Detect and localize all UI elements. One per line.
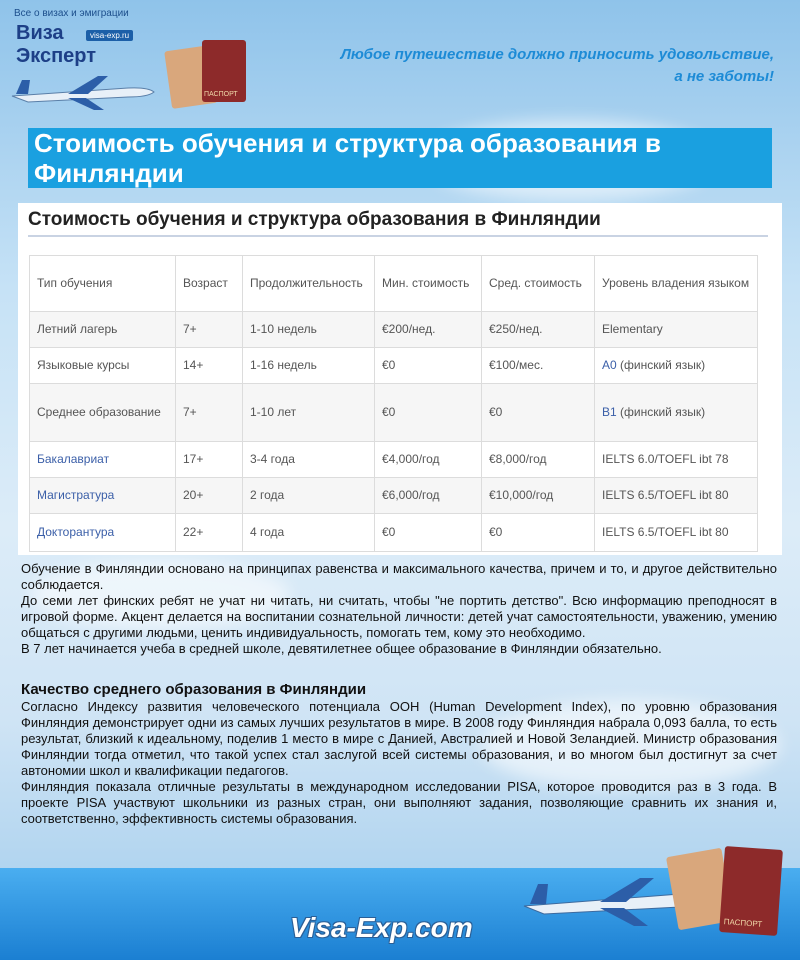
cell-duration: 1-10 недель bbox=[243, 312, 375, 348]
cell-type-link[interactable]: Бакалавриат bbox=[30, 442, 176, 478]
article-paragraph: Обучение в Финляндии основано на принципах равенства и максимального качества, причем и то, и другое действительно соблюдается. bbox=[21, 561, 777, 592]
passport-icon bbox=[719, 846, 783, 936]
cell-min-cost: €0 bbox=[375, 384, 482, 442]
cell-type-link[interactable]: Докторантура bbox=[30, 514, 176, 552]
cell-duration: 2 года bbox=[243, 478, 375, 514]
article-paragraph: Финляндия показала отличные результаты в международном исследовании PISA, которое проводится раз в 3 года. В проекте PISA участвуют школьники из разных стран, они выполняют задания, позволяющие сравнить их знания и, соответственно, эффективность системы образования. bbox=[21, 779, 777, 826]
article-paragraph: Согласно Индексу развития человеческого потенциала ООН (Human Development Index), по уровню образования Финляндия демонстрирует одни из самых лучших результатов в мире. В 2008 году Финляндия набрала 0,093 балла, то есть результат, близкий к идеальному, поделив 1 место в мире с Данией, Австралией и Новой Зеландией. Министр образования Финляндии тогда отметил, что такой успех стал заслугой всей системы образования, и во многом был достигнут за счет автономии школ и квалификации педагогов. bbox=[21, 699, 777, 778]
table-row bbox=[30, 312, 758, 348]
cell-language: IELTS 6.5/TOEFL ibt 80 bbox=[595, 514, 758, 552]
cell-duration: 1-10 лет bbox=[243, 384, 375, 442]
cell-type: Летний лагерь bbox=[30, 312, 176, 348]
language-note: (финский язык) bbox=[616, 405, 706, 419]
article-body bbox=[21, 561, 777, 827]
cell-min-cost: €0 bbox=[375, 514, 482, 552]
header-tagline: Все о визах и эмиграции bbox=[14, 8, 129, 19]
table-row bbox=[30, 384, 758, 442]
page-title: Стоимость обучения и структура образования в Финляндии bbox=[34, 128, 661, 188]
card-divider bbox=[28, 235, 768, 237]
cell-min-cost: €4,000/год bbox=[375, 442, 482, 478]
cell-language bbox=[595, 312, 758, 348]
tuition-table bbox=[29, 255, 758, 552]
cell-avg-cost: €10,000/год bbox=[482, 478, 595, 514]
column-header: Продолжительность bbox=[243, 256, 375, 312]
language-level-link[interactable]: B1 bbox=[602, 405, 617, 419]
cell-age: 7+ bbox=[176, 312, 243, 348]
footer-site-name[interactable]: Visa-Exp.com bbox=[290, 912, 473, 943]
cell-min-cost: €6,000/год bbox=[375, 478, 482, 514]
cell-min-cost: €200/нед. bbox=[375, 312, 482, 348]
site-header bbox=[0, 0, 800, 120]
passport-icon bbox=[202, 40, 246, 102]
cell-language: IELTS 6.5/TOEFL ibt 80 bbox=[595, 478, 758, 514]
cell-age: 20+ bbox=[176, 478, 243, 514]
language-note: (финский язык) bbox=[616, 358, 706, 372]
cell-duration: 1-16 недель bbox=[243, 348, 375, 384]
passport-label: ПАСПОРТ bbox=[204, 91, 238, 98]
cell-duration: 4 года bbox=[243, 514, 375, 552]
cell-type: Языковые курсы bbox=[30, 348, 176, 384]
cell-duration: 3-4 года bbox=[243, 442, 375, 478]
slogan-line: Любое путешествие должно приносить удовольствие, bbox=[340, 46, 774, 63]
cell-age: 22+ bbox=[176, 514, 243, 552]
card-title: Стоимость обучения и структура образования в Финляндии bbox=[28, 209, 601, 230]
cell-language bbox=[595, 348, 758, 384]
cell-age: 14+ bbox=[176, 348, 243, 384]
language-level-link[interactable]: A0 bbox=[602, 358, 617, 372]
logo-text[interactable]: Виза bbox=[16, 22, 64, 44]
column-header: Мин. стоимость bbox=[375, 256, 482, 312]
cell-age: 7+ bbox=[176, 384, 243, 442]
column-header: Возраст bbox=[176, 256, 243, 312]
column-header: Тип обучения bbox=[30, 256, 176, 312]
cell-min-cost: €0 bbox=[375, 348, 482, 384]
cell-avg-cost: €100/мес. bbox=[482, 348, 595, 384]
column-header: Уровень владения языком bbox=[595, 256, 758, 312]
passport-label: ПАСПОРТ bbox=[723, 917, 763, 929]
article-paragraph: До семи лет финских ребят не учат ни читать, ни считать, чтобы "не портить детство". Всю информацию преподносят в игровой форме. Акцент делается на воспитании сознательной личности: детей учат самостоятельности, уважению, умению общаться с другими людьми, ценить индивидуальность, помогать тем, кому это необходимо. bbox=[21, 593, 777, 640]
logo-text[interactable]: Эксперт bbox=[16, 45, 97, 67]
table-row bbox=[30, 514, 758, 552]
cell-avg-cost: €8,000/год bbox=[482, 442, 595, 478]
slogan-line: а не заботы! bbox=[674, 68, 774, 85]
section-heading: Качество среднего образования в Финляндии bbox=[21, 681, 367, 698]
article-paragraph: В 7 лет начинается учеба в средней школе, девятилетнее общее образование в Финляндии обязательно. bbox=[21, 641, 662, 656]
table-row bbox=[30, 442, 758, 478]
cell-type-link[interactable]: Магистратура bbox=[30, 478, 176, 514]
cell-language: IELTS 6.0/TOEFL ibt 78 bbox=[595, 442, 758, 478]
column-header: Сред. стоимость bbox=[482, 256, 595, 312]
logo-url-badge: visa-exp.ru bbox=[86, 30, 133, 41]
table-header-row bbox=[30, 256, 758, 312]
cell-language bbox=[595, 384, 758, 442]
table-row bbox=[30, 348, 758, 384]
cell-avg-cost: €250/нед. bbox=[482, 312, 595, 348]
airplane-icon bbox=[8, 72, 158, 112]
table-row bbox=[30, 478, 758, 514]
cell-avg-cost: €0 bbox=[482, 514, 595, 552]
cell-avg-cost: €0 bbox=[482, 384, 595, 442]
language-level: Elementary bbox=[602, 322, 663, 336]
cell-type: Среднее образование bbox=[30, 384, 176, 442]
tuition-table-card bbox=[18, 203, 782, 555]
cell-age: 17+ bbox=[176, 442, 243, 478]
header-slogan bbox=[341, 44, 774, 88]
page-title-banner bbox=[28, 128, 772, 188]
